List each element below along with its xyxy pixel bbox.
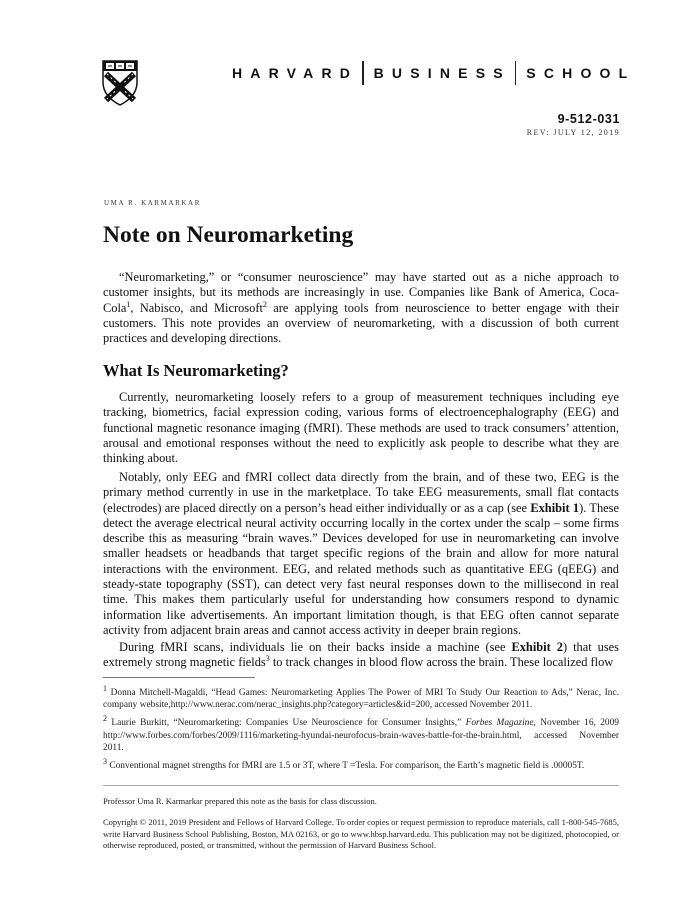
footer-divider xyxy=(103,785,619,786)
footnotes xyxy=(103,683,619,778)
paragraph-text: Currently, neuromarketing loosely refers to a group of measurement techniques including eye tracking, biometrics, facial expression coding, various forms of electroencephalography (EEG) and functional magnetic resonance imaging (fMRI). These methods are used to track consumers’ attention, arousal and emotional responses without the need to explicitly ask people to describe what they are thinking about. xyxy=(103,390,619,466)
masthead xyxy=(232,61,635,85)
body-paragraph xyxy=(103,390,619,466)
document-title: Note on Neuromarketing xyxy=(103,222,354,248)
footnote-divider xyxy=(103,677,255,678)
paragraph-text: ). These detect the average electrical neural activity occurring locally in the cortex under the scalp – some firms describe this as measuring “brain waves.” Devices developed for use in neuromarketing can involve smaller headsets or headbands that target specific regions of the brain and allow for more natural interactions with the environment. EEG, and related methods such as quantitative EEG (qEEG) and steady-state topography (SST), can detect very fast neural responses down to the millisecond in real time. This makes them particularly useful for understanding how consumers respond to dynamic information like advertisements. An important limitation though, is that EEG often cannot separate activity from adjacent brain areas and cannot access activity in deeper brain regions. xyxy=(103,500,620,637)
footnote-text: , November 16, 2009 http://www.forbes.com/forbes/2009/1116/marketing-hyundai-neurofocus-brain-waves-battle-for-the-brain.html, accessed November 2011. xyxy=(103,718,619,753)
intro-text: are applying tools from neuroscience to better engage with their customers. This note provides an overview of neuromarketing, with a discussion of both current practices and developing directions. xyxy=(103,300,619,346)
masthead-divider xyxy=(362,61,364,85)
footnote-ref-2[interactable]: 2 xyxy=(262,299,267,309)
masthead-divider xyxy=(515,61,517,85)
footnote-publication: Forbes Magazine xyxy=(465,718,534,729)
footnote-number: 2 xyxy=(103,714,107,724)
footnote-ref-1[interactable]: 1 xyxy=(126,299,131,309)
author-name: UMA R. KARMARKAR xyxy=(104,199,201,207)
copyright-notice: Copyright © 2011, 2019 President and Fellows of Harvard College. To order copies or request permission to reproduce materials, call 1-800-545-7685, write Harvard Business School Publishing, Boston, MA 02163, or go to www.hbsp.harvard.edu. This publication may not be digitized, photocopied, or otherwise reproduced, posted, or transmitted, without the permission of Harvard Business School. xyxy=(103,817,619,851)
footnote-text: Donna Mitchell-Magaldi, “Head Games: Neuromarketing Applies The Power of MRI To Study Our Reaction to Ads,” Nerac, Inc. company website,http://www.nerac.com/nerac_insights.php?category=articles&id=200, accessed November 2011. xyxy=(103,688,619,711)
prepared-note: Professor Uma R. Karmarkar prepared this note as the basis for class discussion. xyxy=(103,796,377,806)
section-heading: What Is Neuromarketing? xyxy=(103,361,289,380)
masthead-business: BUSINESS xyxy=(373,65,511,81)
footnote-2 xyxy=(103,714,619,754)
harvard-shield-icon xyxy=(102,60,138,106)
masthead-harvard: HARVARD xyxy=(232,65,359,81)
intro-text: , Nabisco, and Microsoft xyxy=(130,300,263,315)
revision-date: REV: JULY 12, 2019 xyxy=(526,128,620,137)
footnote-3 xyxy=(103,756,619,772)
footnote-1 xyxy=(103,683,619,711)
intro-paragraph xyxy=(103,270,619,346)
intro-text: “Neuromarketing,” or “consumer neuroscience” may have started out as a niche approach to customer insights, but its methods are increasingly in use. Companies like Bank of America, Coca-Cola xyxy=(103,270,619,315)
footnote-text: Laurie Burkitt, “Neuromarketing: Companies Use Neuroscience for Consumer Insights,” xyxy=(107,718,466,729)
footnote-number: 1 xyxy=(103,683,107,693)
body-paragraph xyxy=(103,470,619,638)
paragraph-text: to track changes in blood flow across the brain. These localized flow xyxy=(269,655,614,670)
document-number: 9-512-031 xyxy=(557,112,620,126)
paragraph-text: ) that uses extremely strong magnetic fields xyxy=(103,640,620,670)
masthead-school: SCHOOL xyxy=(526,65,636,81)
footnote-text: Conventional magnet strengths for fMRI are 1.5 or 3T, where T =Tesla. For comparison, the Earth’s magnetic field is .00005T. xyxy=(107,761,585,772)
exhibit-2-reference[interactable]: Exhibit 2 xyxy=(511,640,563,654)
exhibit-1-reference[interactable]: Exhibit 1 xyxy=(530,500,580,515)
footnote-ref-3[interactable]: 3 xyxy=(265,654,270,664)
footnote-number: 3 xyxy=(103,756,107,766)
paragraph-text: During fMRI scans, individuals lie on their backs inside a machine (see xyxy=(119,640,512,654)
paragraph-text: Notably, only EEG and fMRI collect data directly from the brain, and of these two, EEG is the primary method currently in use in the marketplace. To take EEG measurements, small flat contacts (electrodes) are placed directly on a person’s head either individually or as a cap (see xyxy=(103,470,619,515)
body-paragraph xyxy=(103,640,619,671)
